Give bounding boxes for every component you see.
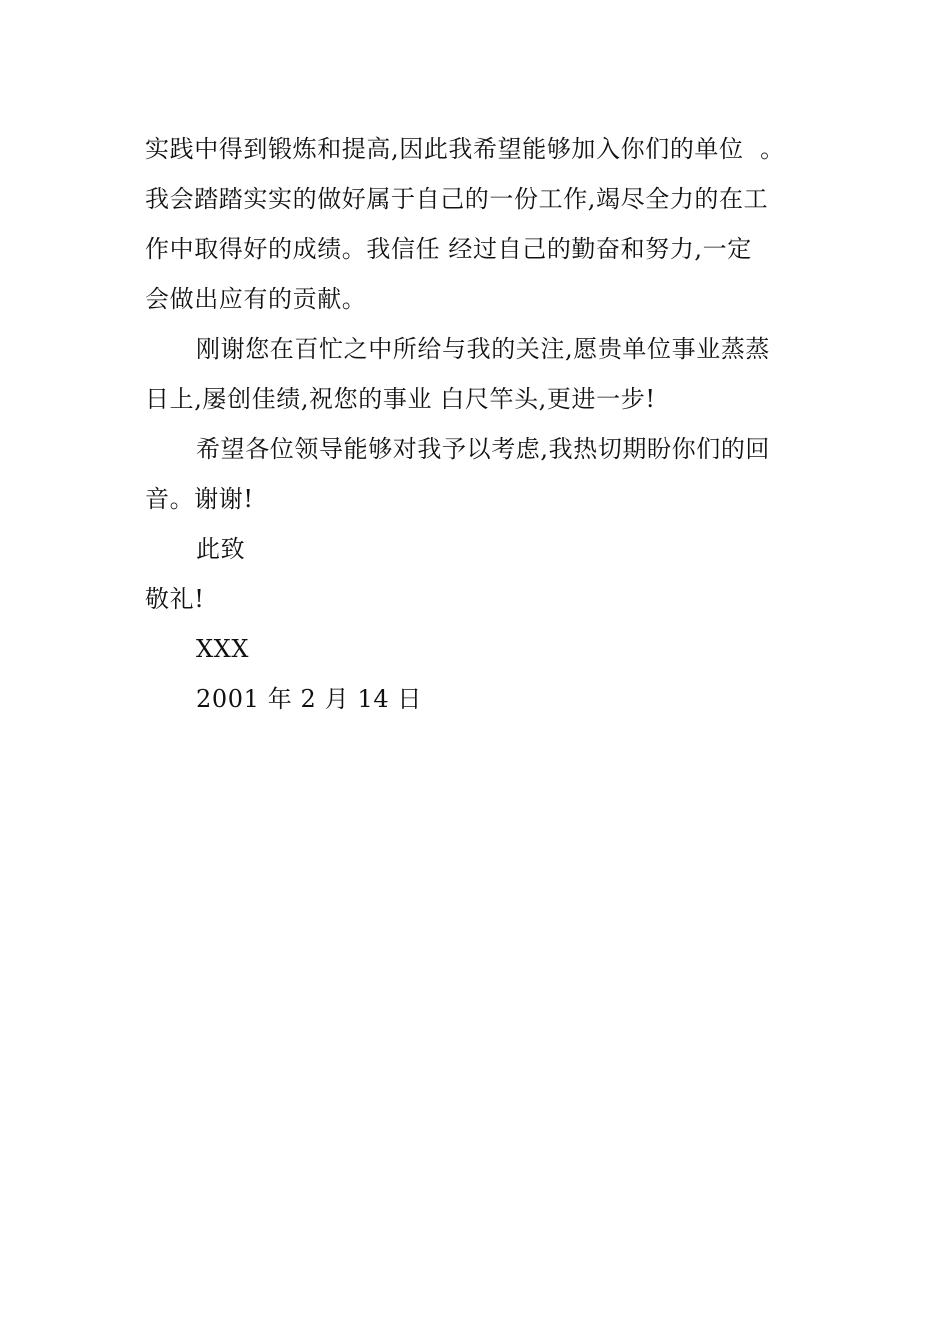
signature-date: 2001 年 2 月 14 日	[196, 685, 423, 713]
closing-line: 此致	[196, 535, 246, 563]
salutation-line: 敬礼!	[145, 585, 205, 613]
paragraph-1-line-3: 作中取得好的成绩。我信任 经过自己的勤奋和努力,一定	[145, 235, 752, 263]
signature-name: XXX	[196, 635, 250, 663]
paragraph-1-line-1: 实践中得到锻炼和提高,因此我希望能够加入你们的单位 。	[145, 135, 785, 163]
paragraph-1-line-2: 我会踏踏实实的做好属于自己的一份工作,竭尽全力的在工	[145, 185, 769, 213]
paragraph-2-line-1: 刚谢您在百忙之中所给与我的关注,愿贵单位事业蒸蒸	[196, 335, 771, 363]
paragraph-3-line-2: 音。谢谢!	[145, 485, 254, 513]
paragraph-1-line-4: 会做出应有的贡献。	[145, 285, 367, 313]
paragraph-2-line-2: 日上,屡创佳绩,祝您的事业 白尺竿头,更进一步!	[145, 385, 656, 413]
paragraph-3-line-1: 希望各位领导能够对我予以考虑,我热切期盼你们的回	[196, 435, 771, 463]
